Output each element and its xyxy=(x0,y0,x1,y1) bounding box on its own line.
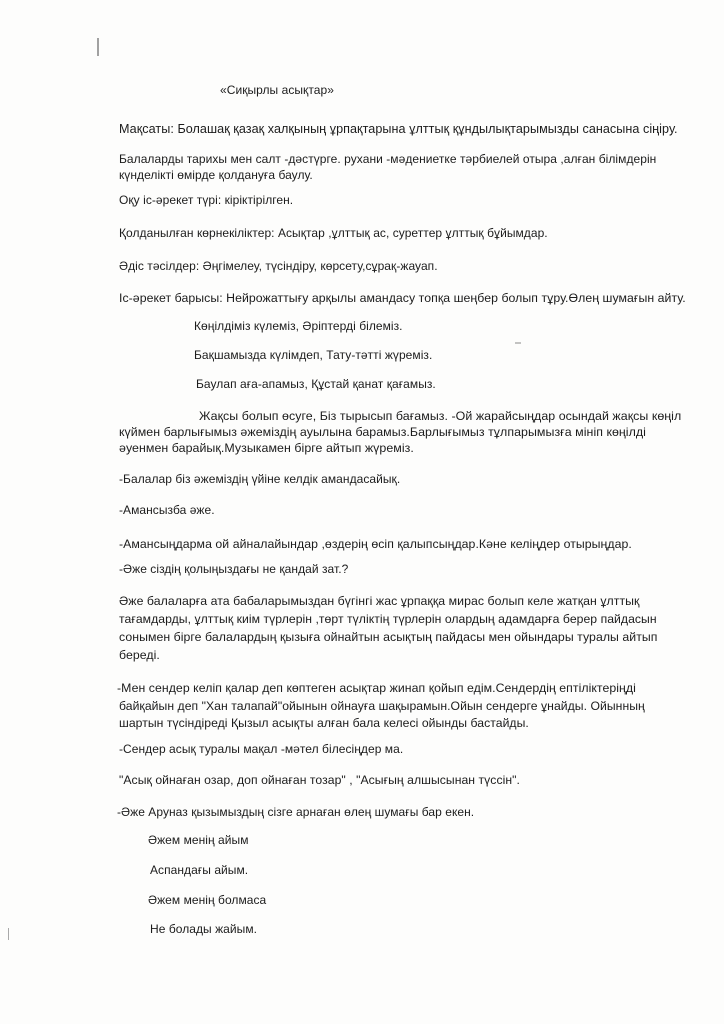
dialog-3: -Амансыңдарма ой айналайындар ,өздерің өсіп қалыпсыңдар.Кәне келіңдер отырыңдар. xyxy=(119,537,632,551)
para1-line-1: Жақсы болып өсуге, Біз тырысып бағамыз. -Ой жарайсыңдар осындай жақсы көңіл xyxy=(199,409,682,423)
scan-mark-left-top xyxy=(97,38,99,56)
dialog-1: -Балалар біз әжеміздің үйіне келдік амандасайық. xyxy=(119,472,401,486)
poem1-line-1: Көңілдіміз күлеміз, Әріптерді білеміз. xyxy=(194,319,403,333)
dialog-4: -Әже сіздің қолыңыздағы не қандай зат.? xyxy=(119,562,349,576)
para3-line-3: шартын түсіндіреді Қызыл асықты алған бала келесі ойынды бастайды. xyxy=(119,716,529,730)
methods: Әдіс тәсілдер: Әңгімелеу, түсіндіру, көрсету,сұрақ-жауап. xyxy=(119,259,438,273)
para3-line-1: -Мен сендер келіп қалар деп көптеген асықтар жинап қойып едім.Сендердің ептіліктеріңді xyxy=(117,681,636,695)
para2-line-2: тағамдарды, ұлттық киім түрлерін ,төрт түліктің түрлерін олардың адамдарға берер пайдасын xyxy=(119,612,657,626)
goal-line-1: Мақсаты: Болашақ қазақ халқының ұрпақтарына ұлттық құндылықтарымызды санасына сіңіру. xyxy=(119,122,678,136)
poem1-line-2: Бақшамызда күлімдеп, Тату-тәтті жүреміз. xyxy=(194,348,433,362)
para2-line-3: сонымен бірге балалардың қызыға ойнайтын асықтың пайдасы мен ойындары туралы айтып xyxy=(119,630,658,644)
dialog-5: -Сендер асық туралы мақал -мәтел білесіңдер ма. xyxy=(119,742,404,756)
activity-type: Оқу іс-әрекет түрі: кіріктірілген. xyxy=(119,193,294,207)
poem2-line-2: Аспандағы айым. xyxy=(150,863,249,877)
scan-dot xyxy=(515,342,521,344)
dialog-6: -Әже Аруназ қызымыздың сізге арнаған өлең шумағы бар екен. xyxy=(117,805,475,819)
goal-line-3: күнделікті өмірде қолдануға баулу. xyxy=(119,168,313,182)
visual-aids: Қолданылған көрнекіліктер: Асықтар ,ұлттық ас, суреттер ұлттық бұйымдар. xyxy=(119,226,548,240)
poem2-line-1: Әжем менің айым xyxy=(148,833,249,847)
para1-line-2: күймен барлығымыз әжеміздің ауылына барамыз.Барлығымыз тұлпарымызға мініп көңілді xyxy=(119,425,646,439)
proverbs: "Асық ойнаған озар, доп ойнаған тозар" , "Асығың алшысынан түссін". xyxy=(119,773,520,787)
dialog-2: -Амансызба әже. xyxy=(119,503,215,517)
poem1-line-3: Баулап аға-апамыз, Құстай қанат қағамыз. xyxy=(196,377,436,391)
para2-line-4: береді. xyxy=(119,648,160,662)
para2-line-1: Әже балаларға ата бабаларымыздан бүгінгі жас ұрпаққа мирас болып келе жатқан ұлттық xyxy=(119,594,640,608)
poem2-line-4: Не болады жайым. xyxy=(150,922,258,936)
goal-line-2: Балаларды тарихы мен салт -дәстүрге. рухани -мәдениетке тәрбиелей отыра ,алған білімдерін xyxy=(119,152,657,166)
scan-mark-left-bottom xyxy=(8,928,9,940)
process: Іс-әрекет барысы: Нейрожаттығу арқылы амандасу топқа шеңбер болып тұру.Өлең шумағын айту. xyxy=(119,291,686,305)
poem2-line-3: Әжем менің болмаса xyxy=(148,893,267,907)
document-title: «Сиқырлы асықтар» xyxy=(220,83,334,97)
para3-line-2: байқайын деп "Хан талапай"ойынын ойнауға шақырамын.Ойын сендерге ұнайды. Ойынның xyxy=(119,699,645,713)
para1-line-3: әуенмен барайық.Музыкамен бірге айтып жүреміз. xyxy=(119,441,414,455)
